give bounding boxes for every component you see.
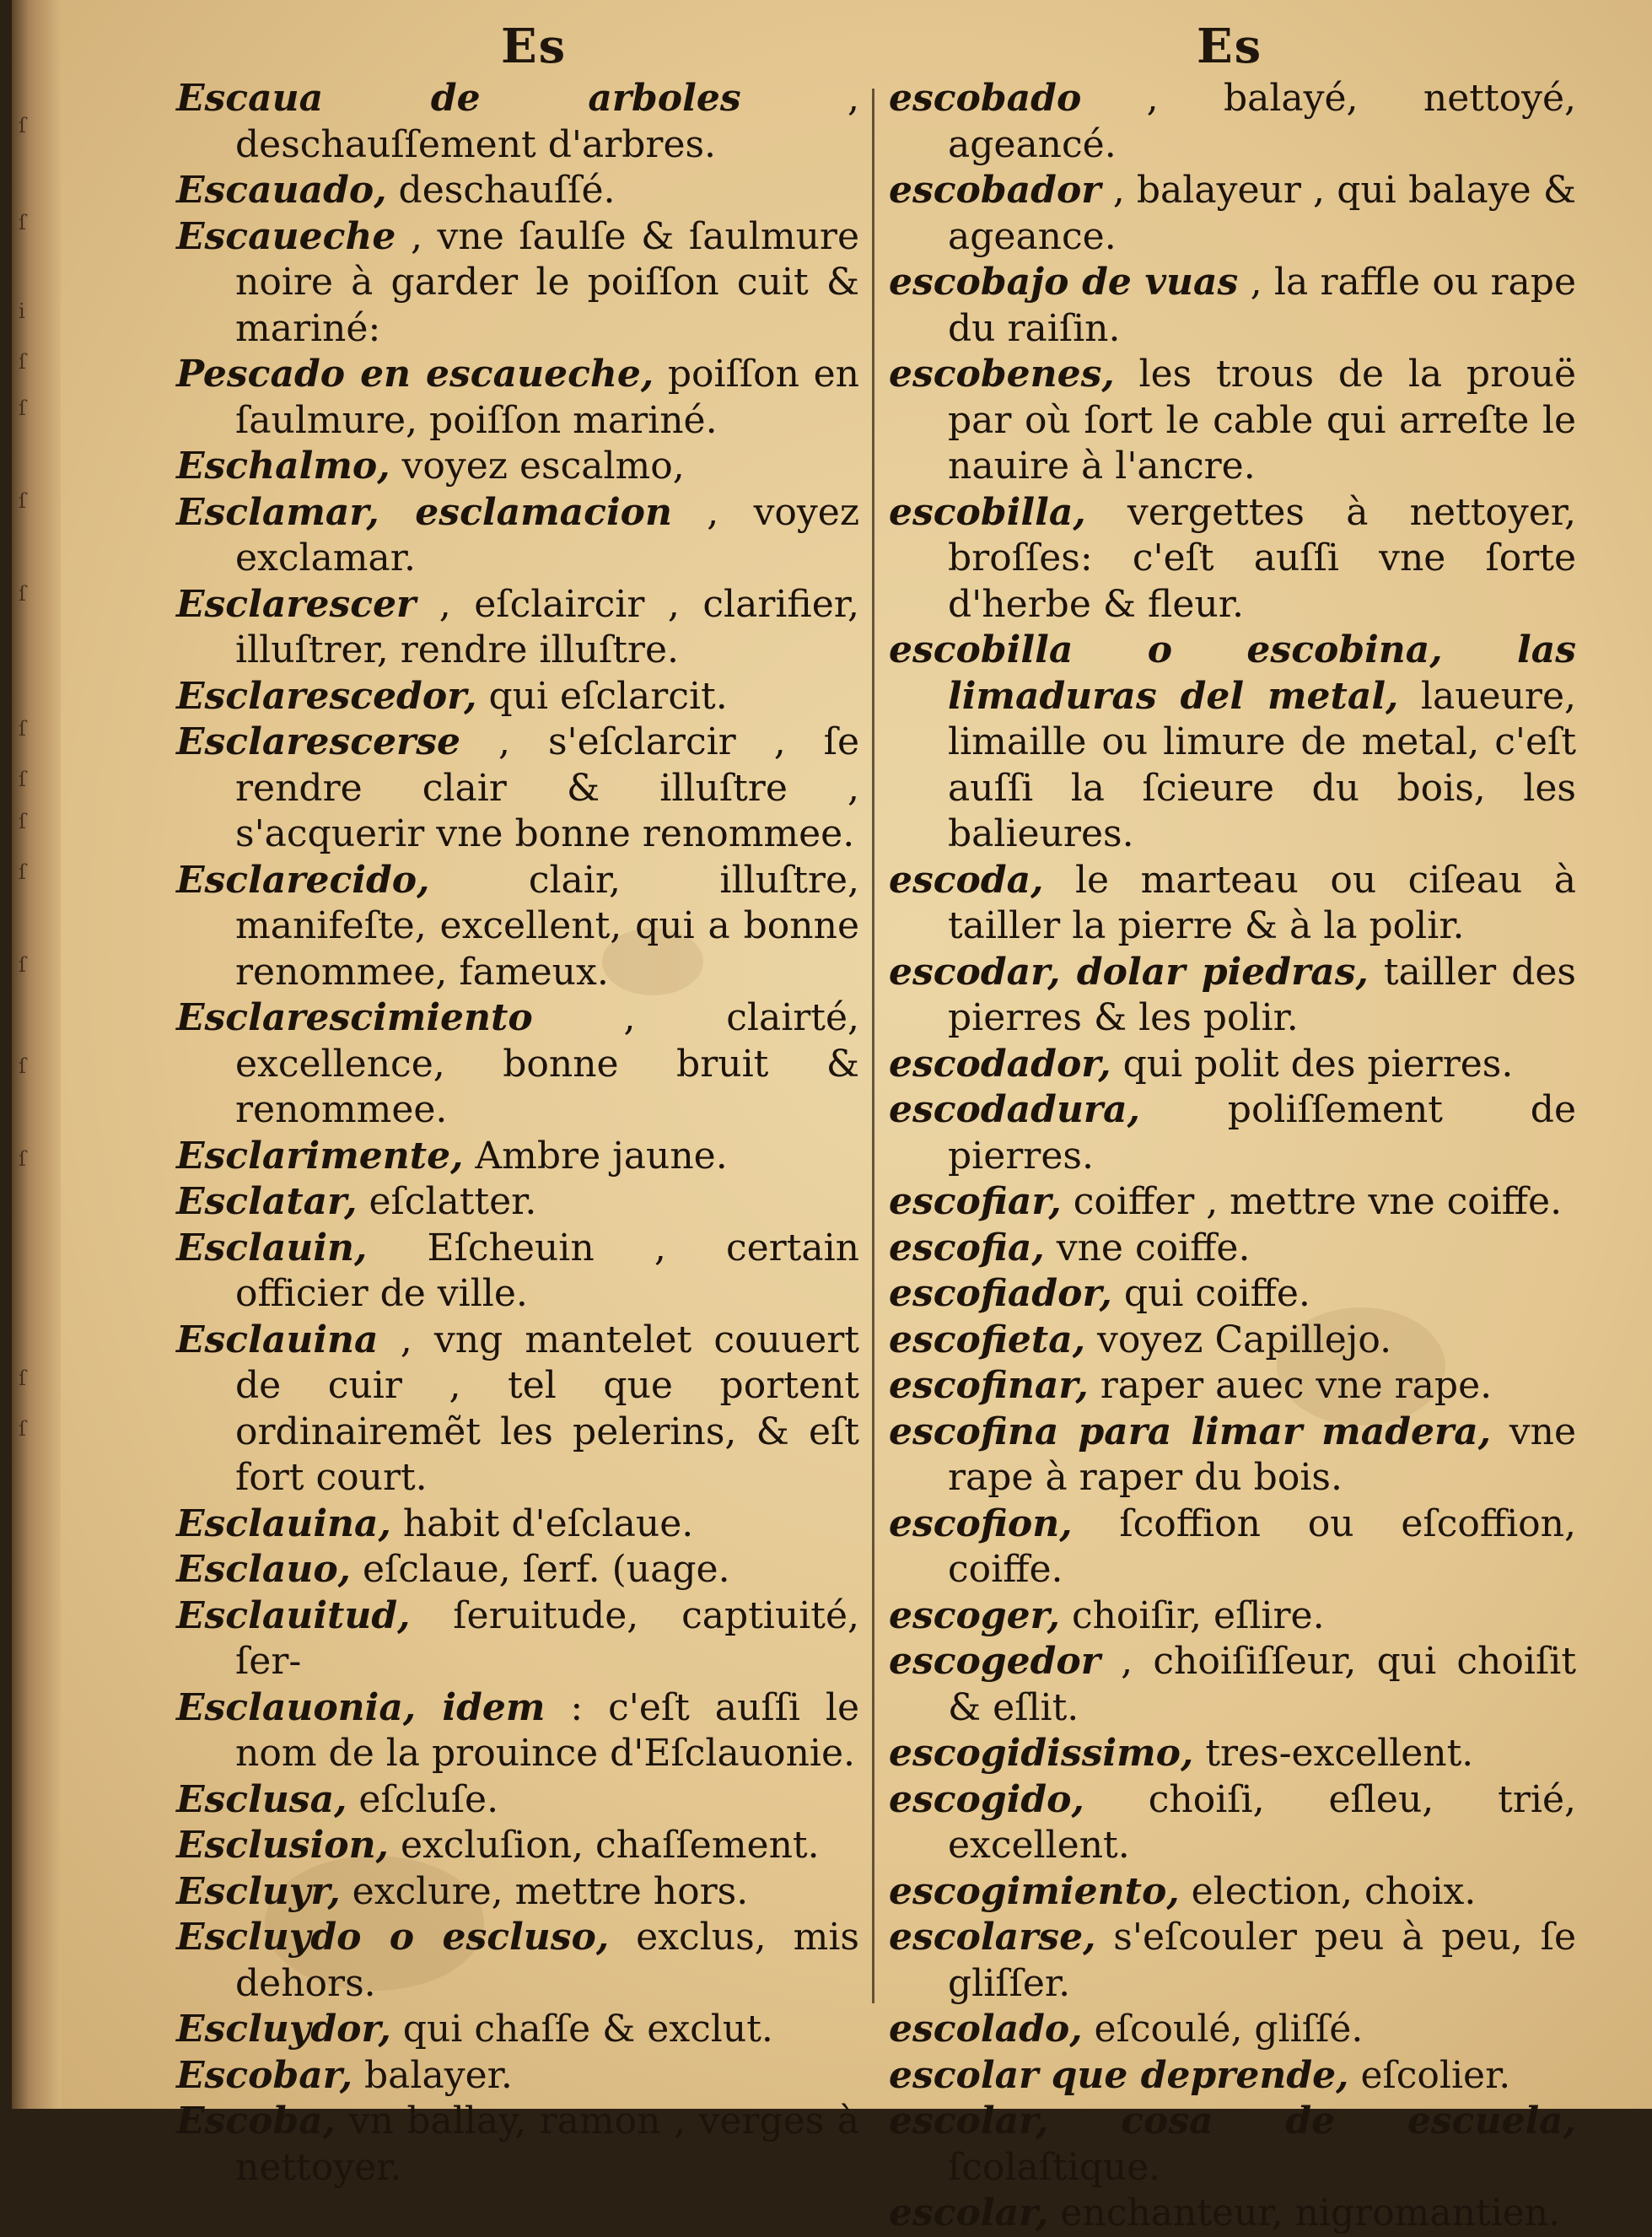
entry-definition: : c'eſt auſſi le nom de la prouince d'Eſclauonie.	[235, 1685, 859, 1775]
dictionary-entry	[176, 1593, 859, 1685]
entry-definition: vn ballay, ramon , verges à nettoyer.	[235, 2100, 859, 2189]
entry-definition: eſcolier.	[1348, 2053, 1511, 2097]
dictionary-entry	[176, 444, 859, 490]
entry-headword: escofinar,	[889, 1364, 1089, 1407]
entry-definition: vne rape à raper du bois.	[948, 1410, 1576, 1499]
entry-definition: , balayeur , qui balaye & ageance.	[948, 169, 1576, 258]
entry-headword: escodador,	[889, 1042, 1111, 1086]
bleed-through-mark: i	[19, 299, 25, 323]
dictionary-entry	[176, 582, 859, 674]
entry-definition: Ambre jaune.	[463, 1134, 728, 1178]
entry-headword: Escobar,	[176, 2053, 353, 2097]
entry-headword: Esclamar, esclamacion	[176, 490, 673, 534]
entry-headword: escolarse,	[889, 1916, 1096, 1959]
entry-definition: , choiſiſſeur, qui choiſit & eſlit.	[948, 1640, 1576, 1729]
entry-headword: escobado	[889, 77, 1082, 120]
entry-definition: laueure, limaille ou limure de metal, c'eſt auſſi la ſcieure du bois, les balieures.	[948, 674, 1576, 855]
entry-headword: Pescado en escaueche,	[176, 353, 654, 396]
entry-headword: escofina para limar madera,	[889, 1410, 1492, 1453]
entry-headword: Escoba,	[176, 2100, 336, 2143]
bleed-through-mark: ſ	[19, 211, 26, 234]
entry-definition: tres-excellent.	[1193, 1732, 1474, 1775]
dictionary-entry	[176, 76, 859, 168]
dictionary-entry	[889, 1179, 1576, 1226]
dictionary-entry	[176, 720, 859, 858]
entry-headword: Escauado,	[176, 169, 387, 212]
entry-headword: escofia,	[889, 1226, 1045, 1269]
entry-headword: escofiador,	[889, 1272, 1112, 1315]
entry-definition: , deschauſſement d'arbres.	[235, 77, 859, 166]
dictionary-entry	[889, 260, 1576, 352]
dictionary-entry	[889, 1318, 1576, 1364]
dictionary-entry	[176, 2007, 859, 2053]
dictionary-entry	[889, 950, 1576, 1042]
entry-definition: choiſi, eſleu, trié, excellent.	[948, 1777, 1576, 1867]
entry-definition: ſcoffion ou eſcoffion, coiffe.	[948, 1501, 1576, 1591]
entry-definition: qui coiffe.	[1111, 1272, 1310, 1315]
entry-definition: vergettes à nettoyer, broſſes: c'eſt auſſi vne ſorte d'herbe & fleur.	[948, 490, 1576, 626]
entry-definition: choiſir, eſlire.	[1059, 1593, 1325, 1637]
dictionary-entry	[176, 1318, 859, 1501]
entry-definition: eſcluſe.	[347, 1777, 499, 1821]
column-divider	[872, 89, 874, 2003]
entry-headword: escogedor	[889, 1640, 1100, 1683]
dictionary-entry	[889, 2099, 1576, 2191]
dictionary-entry	[176, 214, 859, 353]
entry-headword: escolado,	[889, 2008, 1083, 2051]
dictionary-entry	[889, 1731, 1576, 1777]
entry-headword: escofiar,	[889, 1180, 1062, 1223]
entry-headword: escolar que deprende,	[889, 2053, 1349, 2097]
dictionary-entry	[889, 1501, 1576, 1593]
dictionary-entry	[889, 1777, 1576, 1869]
bleed-through-mark: ſ	[19, 582, 26, 606]
dictionary-entry	[176, 1823, 859, 1869]
bleed-through-mark: ſ	[19, 350, 26, 374]
dictionary-entry	[889, 2007, 1576, 2053]
bleed-through-mark: ſ	[19, 717, 26, 741]
entry-definition: qui eſclarcit.	[476, 674, 728, 718]
dictionary-entry	[176, 1685, 859, 1777]
entry-headword: Esclauitud,	[176, 1593, 411, 1637]
entry-definition: , la raffle ou rape du raiſin.	[948, 261, 1576, 350]
entry-definition: eſcoulé, gliſſé.	[1082, 2008, 1364, 2051]
entry-headword: escolar, cosa de escuela,	[889, 2100, 1576, 2143]
entry-definition: le marteau ou ciſeau à tailler la pierre & à la polir.	[948, 858, 1576, 947]
dictionary-entry	[889, 1226, 1576, 1272]
book-page	[12, 0, 1652, 2234]
entry-definition: ſcolaſtique.	[948, 2145, 1161, 2189]
bleed-through-mark: ſ	[19, 768, 26, 791]
entry-definition: election, choix.	[1179, 1869, 1477, 1913]
entry-headword: Escaueche	[176, 214, 396, 258]
entry-headword: escodar, dolar piedras,	[889, 950, 1369, 994]
bleed-through-mark: ſ	[19, 489, 26, 513]
entry-headword: Esclatar,	[176, 1180, 358, 1223]
entry-definition: qui chaſſe & exclut.	[390, 2008, 773, 2051]
entry-headword: escogido,	[889, 1777, 1084, 1821]
entry-definition: , eſclaircir , clarifier, illuſtrer, rendre illuſtre.	[235, 582, 859, 671]
dictionary-entry	[176, 352, 859, 444]
entry-definition: excluſion, chaſſement.	[388, 1824, 820, 1867]
dictionary-entry	[889, 1915, 1576, 2007]
entry-headword: Escluydor,	[176, 2008, 391, 2051]
entry-headword: escobilla o escobina, las limaduras del metal,	[889, 628, 1576, 718]
entry-definition: qui polit des pierres.	[1111, 1042, 1514, 1086]
dictionary-entry	[889, 2191, 1576, 2237]
bleed-through-mark: ſ	[19, 1417, 26, 1441]
entry-definition: poliſſement de pierres.	[948, 1088, 1576, 1178]
bleed-through-mark: ſ	[19, 114, 26, 137]
book-binding-edge	[12, 0, 61, 2109]
running-header-right: Es	[1197, 19, 1263, 74]
dictionary-entry	[176, 1547, 859, 1593]
left-column	[176, 76, 859, 2191]
entry-headword: Esclauina,	[176, 1501, 391, 1545]
dictionary-entry	[176, 1179, 859, 1226]
entry-headword: Escluyr,	[176, 1869, 341, 1913]
bleed-through-mark: ſ	[19, 1054, 26, 1078]
entry-definition: , voyez exclamar.	[235, 490, 860, 579]
entry-definition: coiffer , mettre vne coiffe.	[1061, 1180, 1563, 1223]
entry-headword: Esclauina	[176, 1318, 379, 1361]
entry-headword: Esclarescer	[176, 582, 417, 626]
bleed-through-mark: ſ	[19, 953, 26, 977]
bleed-through-mark: ſ	[19, 810, 26, 833]
dictionary-entry	[889, 1042, 1576, 1088]
entry-definition: habit d'eſclaue.	[390, 1501, 694, 1545]
entry-definition: eſclatter.	[357, 1180, 537, 1223]
entry-headword: escogidissimo,	[889, 1732, 1194, 1775]
entry-headword: escoda,	[889, 858, 1044, 902]
entry-definition: poiſſon en ſaulmure, poiſſon mariné.	[235, 353, 859, 442]
dictionary-entry	[176, 1226, 859, 1318]
dictionary-entry	[176, 858, 859, 996]
entry-headword: Esclarescerse	[176, 720, 461, 763]
entry-headword: Esclauo,	[176, 1548, 351, 1591]
dictionary-entry	[889, 76, 1576, 168]
dictionary-entry	[889, 352, 1576, 490]
entry-headword: escobador	[889, 169, 1101, 212]
entry-definition: , clairté, excellence, bonne bruit & renommee.	[235, 996, 859, 1131]
entry-definition: raper auec vne rape.	[1088, 1364, 1493, 1407]
dictionary-entry	[889, 858, 1576, 950]
dictionary-entry	[176, 674, 859, 720]
entry-headword: Esclusa,	[176, 1777, 347, 1821]
dictionary-entry	[889, 1869, 1576, 1916]
entry-headword: Esclarecido,	[176, 858, 430, 902]
entry-definition: , balayé, nettoyé, ageancé.	[948, 77, 1576, 166]
entry-definition: vne coiffe.	[1044, 1226, 1251, 1269]
entry-headword: escodadura,	[889, 1088, 1140, 1131]
dictionary-entry	[176, 1915, 859, 2007]
entry-headword: Esclusion,	[176, 1824, 389, 1867]
dictionary-entry	[889, 490, 1576, 628]
dictionary-entry	[176, 2053, 859, 2100]
entry-definition: , vne ſaulſe & ſaulmure noire à garder le poiſſon cuit & mariné:	[235, 214, 859, 350]
dictionary-entry	[889, 1639, 1576, 1731]
dictionary-entry	[176, 1501, 859, 1548]
bleed-through-mark: ſ	[19, 396, 26, 420]
entry-definition: s'eſcouler peu à peu, ſe gliſſer.	[948, 1916, 1576, 2005]
entry-definition: voyez escalmo,	[390, 445, 685, 488]
dictionary-entry	[889, 628, 1576, 858]
right-column	[889, 76, 1576, 2237]
entry-definition: , s'eſclarcir , ſe rendre clair & illuſtre , s'acquerir vne bonne renommee.	[235, 720, 859, 855]
entry-headword: escoger,	[889, 1593, 1060, 1637]
entry-definition: enchanteur, nigromantien.	[1048, 2191, 1561, 2234]
dictionary-entry	[176, 995, 859, 1134]
entry-headword: Esclarimente,	[176, 1134, 464, 1178]
entry-headword: escogimiento,	[889, 1869, 1180, 1913]
entry-definition: exclure, mettre hors.	[340, 1869, 749, 1913]
entry-definition: les trous de la prouë par où ſort le cable qui arreſte le nauire à l'ancre.	[948, 353, 1576, 488]
entry-headword: escofion,	[889, 1501, 1073, 1545]
entry-definition: exclus, mis dehors.	[235, 1916, 859, 2005]
dictionary-entry	[889, 2053, 1576, 2100]
entry-headword: Esclauin,	[176, 1226, 368, 1269]
dictionary-entry	[176, 1869, 859, 1916]
dictionary-entry	[176, 490, 859, 582]
running-header-left: Es	[501, 19, 568, 74]
bleed-through-mark: ſ	[19, 860, 26, 884]
entry-definition: ſeruitude, captiuité, ſer-	[235, 1593, 859, 1683]
entry-headword: Esclauonia, idem	[176, 1685, 546, 1729]
dictionary-entry	[176, 1134, 859, 1180]
bleed-through-mark: ſ	[19, 1366, 26, 1390]
entry-headword: Esclarescedor,	[176, 674, 477, 718]
entry-headword: escolar,	[889, 2191, 1049, 2234]
entry-definition: deschauſſé.	[386, 169, 616, 212]
entry-definition: Eſcheuin , certain officier de ville.	[235, 1226, 859, 1315]
entry-headword: escofieta,	[889, 1318, 1086, 1361]
entry-headword: Escluydo o escluso,	[176, 1916, 610, 1959]
dictionary-entry	[889, 168, 1576, 260]
dictionary-entry	[176, 168, 859, 214]
dictionary-entry	[889, 1087, 1576, 1179]
entry-headword: escobajo de vuas	[889, 261, 1239, 304]
entry-definition: tailler des pierres & les polir.	[948, 950, 1576, 1039]
entry-definition: clair, illuſtre, manifeſte, excellent, qui a bonne renommee, fameux.	[235, 858, 859, 994]
entry-headword: escobenes,	[889, 353, 1115, 396]
dictionary-entry	[889, 1593, 1576, 1640]
dictionary-entry	[889, 1271, 1576, 1318]
entry-definition: , vng mantelet couuert de cuir , tel que portent ordinairemẽt les pelerins, & eſt fort court.	[235, 1318, 859, 1499]
dictionary-entry	[176, 2099, 859, 2191]
entry-definition: balayer.	[352, 2053, 513, 2097]
entry-headword: Escaua de arboles	[176, 77, 741, 120]
entry-definition: voyez Capillejo.	[1085, 1318, 1392, 1361]
dictionary-entry	[889, 1410, 1576, 1501]
entry-definition: eſclaue, ſerf. (uage.	[350, 1548, 730, 1591]
bleed-through-mark: ſ	[19, 1147, 26, 1171]
entry-headword: escobilla,	[889, 490, 1086, 534]
dictionary-entry	[176, 1777, 859, 1824]
dictionary-entry	[889, 1363, 1576, 1410]
entry-headword: Eschalmo,	[176, 445, 390, 488]
entry-headword: Esclarescimiento	[176, 996, 533, 1039]
